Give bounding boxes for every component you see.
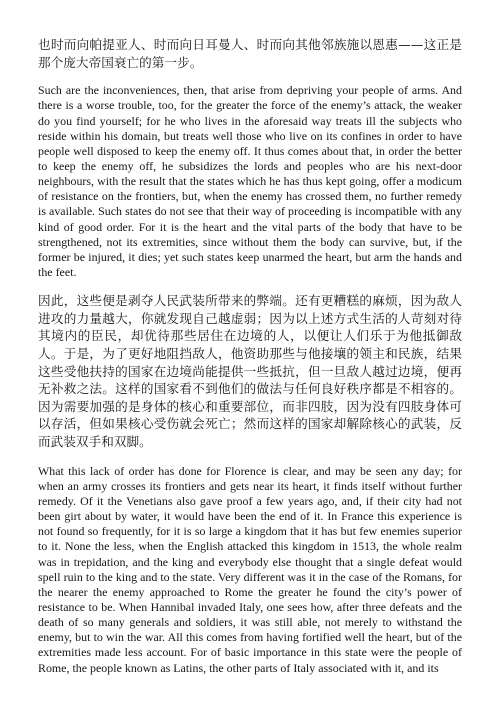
english-paragraph-2: What this lack of order has done for Florence is clear, and may be seen any day; for when an army crosses its frontiers and gets near its heart, it finds itself without further remedy. Of it the Venetians also gave proof a few years ago, and, if their city had not been girt about by water, it would have been the end of it. In France this experience is not found so frequently, for it is so large a kingdom that it has but few enemies superior to it. None the less, when the English attacked this kingdom in 1513, the whole realm was in trepidation, and the king and everybody else thought that a single defeat would spell ruin to the king and to the state. Very different was it in the case of the Romans, for the nearer the enemy approached to Rome the greater he found the city’s power of resistance to be. When Hannibal invaded Italy, one sees how, after three defeats and the death of so many generals and soldiers, it was still able, not merely to withstand the enemy, but to win the war. All this comes from having fortified well the heart, but of the extremities made less account. For of basic importance in this state were the people of Rome, the people known as Latins, the other parts of Italy associated with it, and its xyxy=(38,463,462,675)
chinese-paragraph-1: 也时而向帕提亚人、时而向日耳曼人、时而向其他邻族施以恩惠——这正是那个庞大帝国衰亡的第一步。 xyxy=(38,37,462,70)
english-paragraph-1: Such are the inconveniences, then, that arise from depriving your people of arms. And there is a worse trouble, too, for the greater the force of the enemy’s attack, the weaker do you find yourself; for he who lives in the aforesaid way treats ill the subjects who reside within his domain, but treats well those who live on its confines in order to have people well disposed to keep the enemy off. It thus comes about that, in order the better to keep the enemy off, he subsidizes the lords and peoples who are his next-door neighbours, with the result that the states which he has thus kept going, offer a modicum of resistance on the frontiers, but, when the enemy has crossed them, no further remedy is available. Such states do not see that their way of proceeding is incompatible with any kind of good order. For it is the heart and the vital parts of the body that have to be strengthened, not its extremities, since without them the body can survive, but, if the former be injured, it dies; yet such states keep unarmed the heart, but arm the hands and the feet. xyxy=(38,83,462,280)
document-page xyxy=(38,36,462,676)
chinese-paragraph-2: 因此，这些便是剥夺人民武装所带来的弊端。还有更糟糕的麻烦，因为敌人进攻的力量越大，你就发现自己越虚弱；因为以上述方式生活的人苛刻对待其境内的臣民，却优待那些居住在边境的人，以便让人们乐于为他抵御敌人。于是，为了更好地阻挡敌人，他资助那些与他接壤的领主和民族，结果这些受他扶持的国家在边境尚能提供一些抵抗，但一旦敌人越过边境，便再无补救之法。这样的国家看不到他们的做法与任何良好秩序都是不相容的。因为需要加强的是身体的核心和重要部位，而非四肢，因为没有四肢身体可以存活，但如果核心受伤就会死亡；然而这样的国家却解除核心的武装，反而武装双手和双脚。 xyxy=(38,293,462,449)
